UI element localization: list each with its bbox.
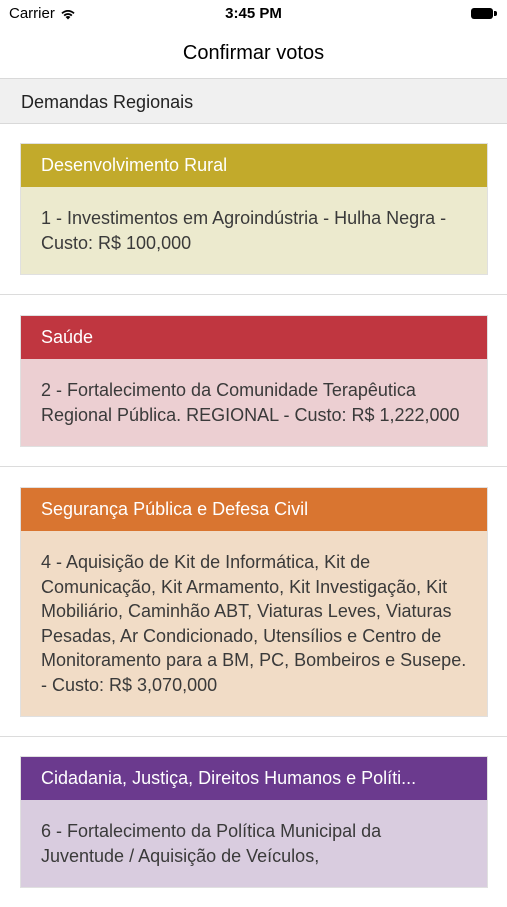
battery-icon: [471, 8, 497, 19]
list-item[interactable]: [0, 737, 507, 907]
demand-list: [0, 124, 507, 907]
status-bar: [0, 0, 507, 28]
demand-card-1[interactable]: [20, 315, 488, 447]
list-item[interactable]: [0, 295, 507, 467]
carrier-label: Carrier: [9, 5, 55, 22]
card-description: 1 - Investimentos em Agroindústria - Hulha Negra - Custo: R$ 100,000: [21, 187, 487, 274]
navigation-bar: [0, 28, 507, 79]
card-category: Cidadania, Justiça, Direitos Humanos e Políti...: [21, 757, 487, 800]
page-title: Confirmar votos: [182, 42, 325, 64]
card-category: Segurança Pública e Defesa Civil: [21, 488, 487, 531]
card-category: Saúde: [21, 316, 487, 359]
section-header: [0, 79, 507, 124]
list-item[interactable]: [0, 467, 507, 737]
demand-card-3[interactable]: [20, 756, 488, 888]
section-title: Demandas Regionais: [21, 92, 194, 112]
demand-card-0[interactable]: [20, 143, 488, 275]
demand-card-2[interactable]: [20, 487, 488, 717]
card-description: 4 - Aquisição de Kit de Informática, Kit de Comunicação, Kit Armamento, Kit Investigação, Kit Mobiliário, Caminhão ABT, Viaturas Leves, Viaturas Pesadas, Ar Condicionado, Utensílios e Centro de Monitoramento para a BM, PC, Bombeiros e Susepe. - Custo: R$ 3,070,000: [21, 531, 487, 716]
card-description: 2 - Fortalecimento da Comunidade Terapêutica Regional Pública. REGIONAL - Custo: R$ 1,222,000: [21, 359, 487, 446]
card-category: Desenvolvimento Rural: [21, 144, 487, 187]
card-description: 6 - Fortalecimento da Política Municipal da Juventude / Aquisição de Veículos,: [21, 800, 487, 887]
status-time: 3:45 PM: [225, 5, 282, 22]
list-item[interactable]: [0, 124, 507, 295]
